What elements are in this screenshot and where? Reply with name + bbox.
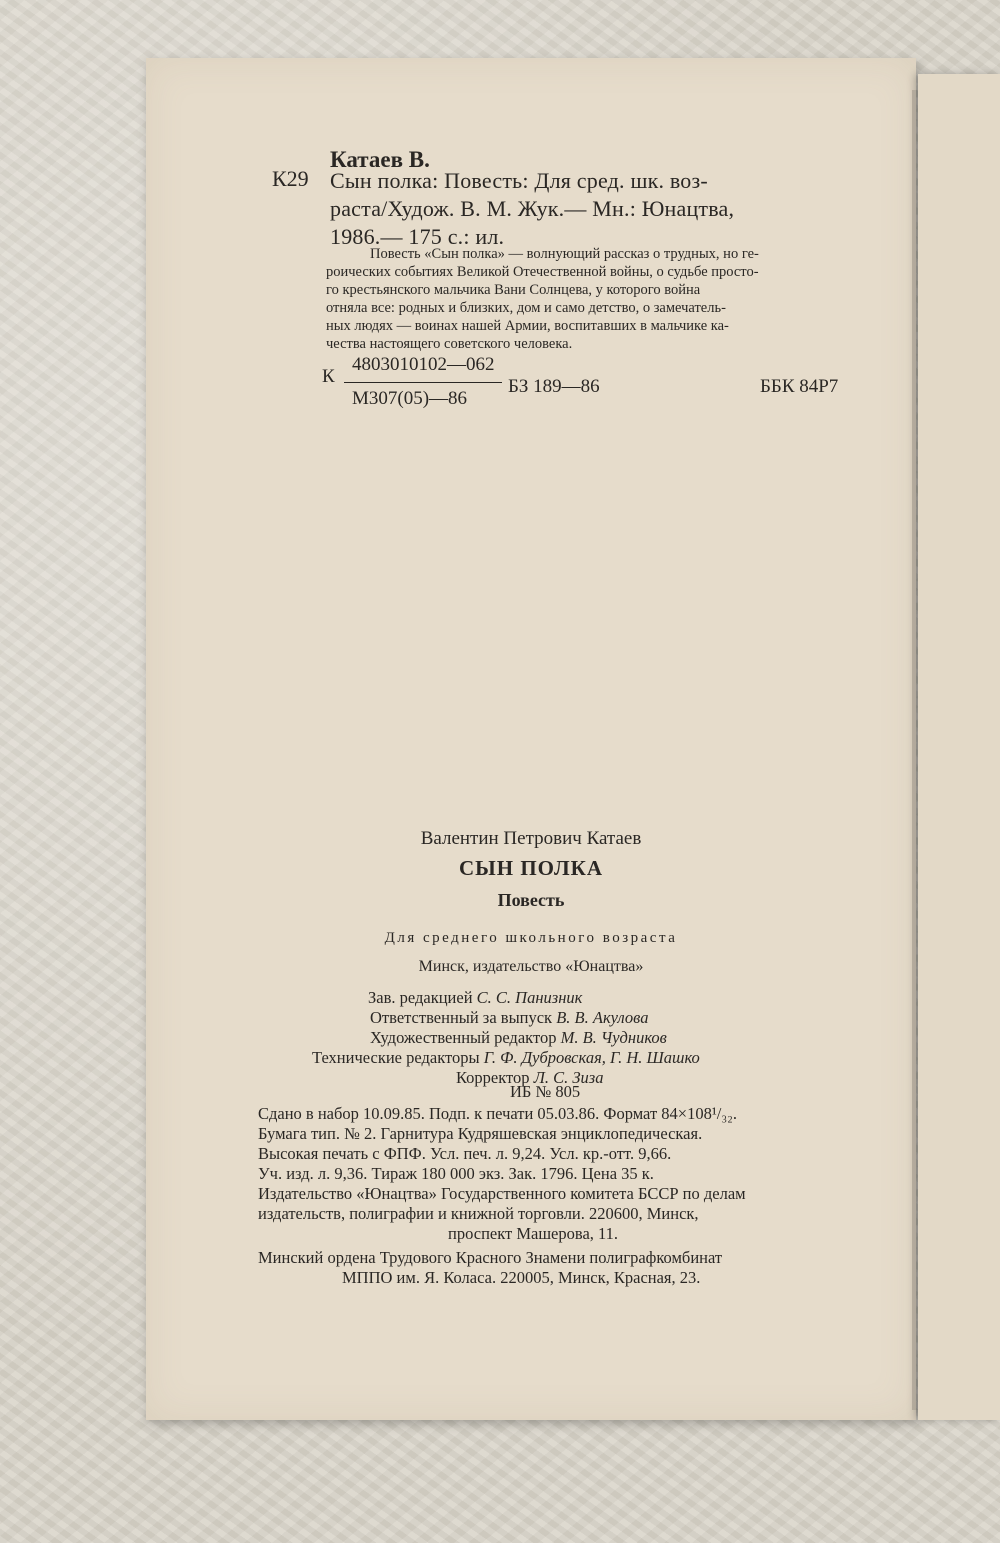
annotation-line: Повесть «Сын полка» — волнующий рассказ о трудных, но ге- <box>370 246 759 262</box>
annotation-line: отняла все: родных и близких, дом и само детство, о замечатель- <box>326 300 726 316</box>
index-k: К <box>322 366 335 387</box>
credit-line: Зав. редакцией С. С. Панизник <box>368 988 583 1007</box>
imprint-line: проспект Машерова, 11. <box>448 1224 619 1243</box>
index-bottom: М307(05)—86 <box>352 388 468 409</box>
bib-line: Сын полка: Повесть: Для сред. шк. воз- <box>330 168 708 193</box>
full-author: Валентин Петрович Катаев <box>420 828 642 849</box>
book-page-right <box>918 74 1000 1420</box>
credit-line: Технические редакторы Г. Ф. Дубровская, Г. Н. Шашко <box>312 1048 700 1067</box>
imprint-line: МППО им. Я. Коласа. 220005, Минск, Красная, 23. <box>342 1268 701 1287</box>
publisher: Минск, издательство «Юнацтва» <box>418 958 644 975</box>
credit-line: Корректор Л. С. Зиза <box>456 1068 604 1087</box>
imprint-line: Минский ордена Трудового Красного Знамени полиграфкомбинат <box>258 1248 723 1267</box>
imprint-line: Бумага тип. № 2. Гарнитура Кудряшевская энциклопедическая. <box>258 1124 703 1143</box>
imprint-line: Издательство «Юнацтва» Государственного комитета БССР по делам <box>258 1184 746 1203</box>
annotation-line: го крестьянского мальчика Вани Солнцева, у которого война <box>326 282 701 298</box>
audience: Для среднего школьного возраста <box>384 930 678 946</box>
bbk-number: ББК 84Р7 <box>760 376 839 397</box>
ib-number: ИБ № 805 <box>510 1082 581 1101</box>
imprint-line: издательств, полиграфии и книжной торговли. 220600, Минск, <box>258 1204 699 1223</box>
classification-code: К29 <box>272 166 309 191</box>
catalog-author: Катаев В. <box>330 147 430 172</box>
bib-line: 1986.— 175 с.: ил. <box>330 224 505 249</box>
bz-number: БЗ 189—86 <box>508 376 600 397</box>
annotation-line: ных людях — воинах нашей Армии, воспитавших в мальчике ка- <box>326 318 729 334</box>
annotation-line: чества настоящего советского человека. <box>326 336 573 352</box>
annotation-line: роических событиях Великой Отечественной войны, о судьбе просто- <box>326 264 759 280</box>
genre: Повесть <box>497 890 565 910</box>
credit-line: Художественный редактор М. В. Чудников <box>370 1028 667 1047</box>
index-top: 4803010102—062 <box>352 354 495 375</box>
imprint-line: Высокая печать с ФПФ. Усл. печ. л. 9,24. Усл. кр.-отт. 9,66. <box>258 1144 672 1163</box>
book-title: СЫН ПОЛКА <box>458 856 604 880</box>
imprint-line: Уч. изд. л. 9,36. Тираж 180 000 экз. Зак. 1796. Цена 35 к. <box>258 1164 654 1183</box>
credit-line: Ответственный за выпуск В. В. Акулова <box>370 1008 649 1027</box>
imprint-line: Сдано в набор 10.09.85. Подп. к печати 05.03.86. Формат 84×108¹/₃₂. <box>258 1104 737 1123</box>
bib-line: раста/Худож. В. М. Жук.— Мн.: Юнацтва, <box>330 196 735 221</box>
index-fraction-line <box>344 382 502 383</box>
